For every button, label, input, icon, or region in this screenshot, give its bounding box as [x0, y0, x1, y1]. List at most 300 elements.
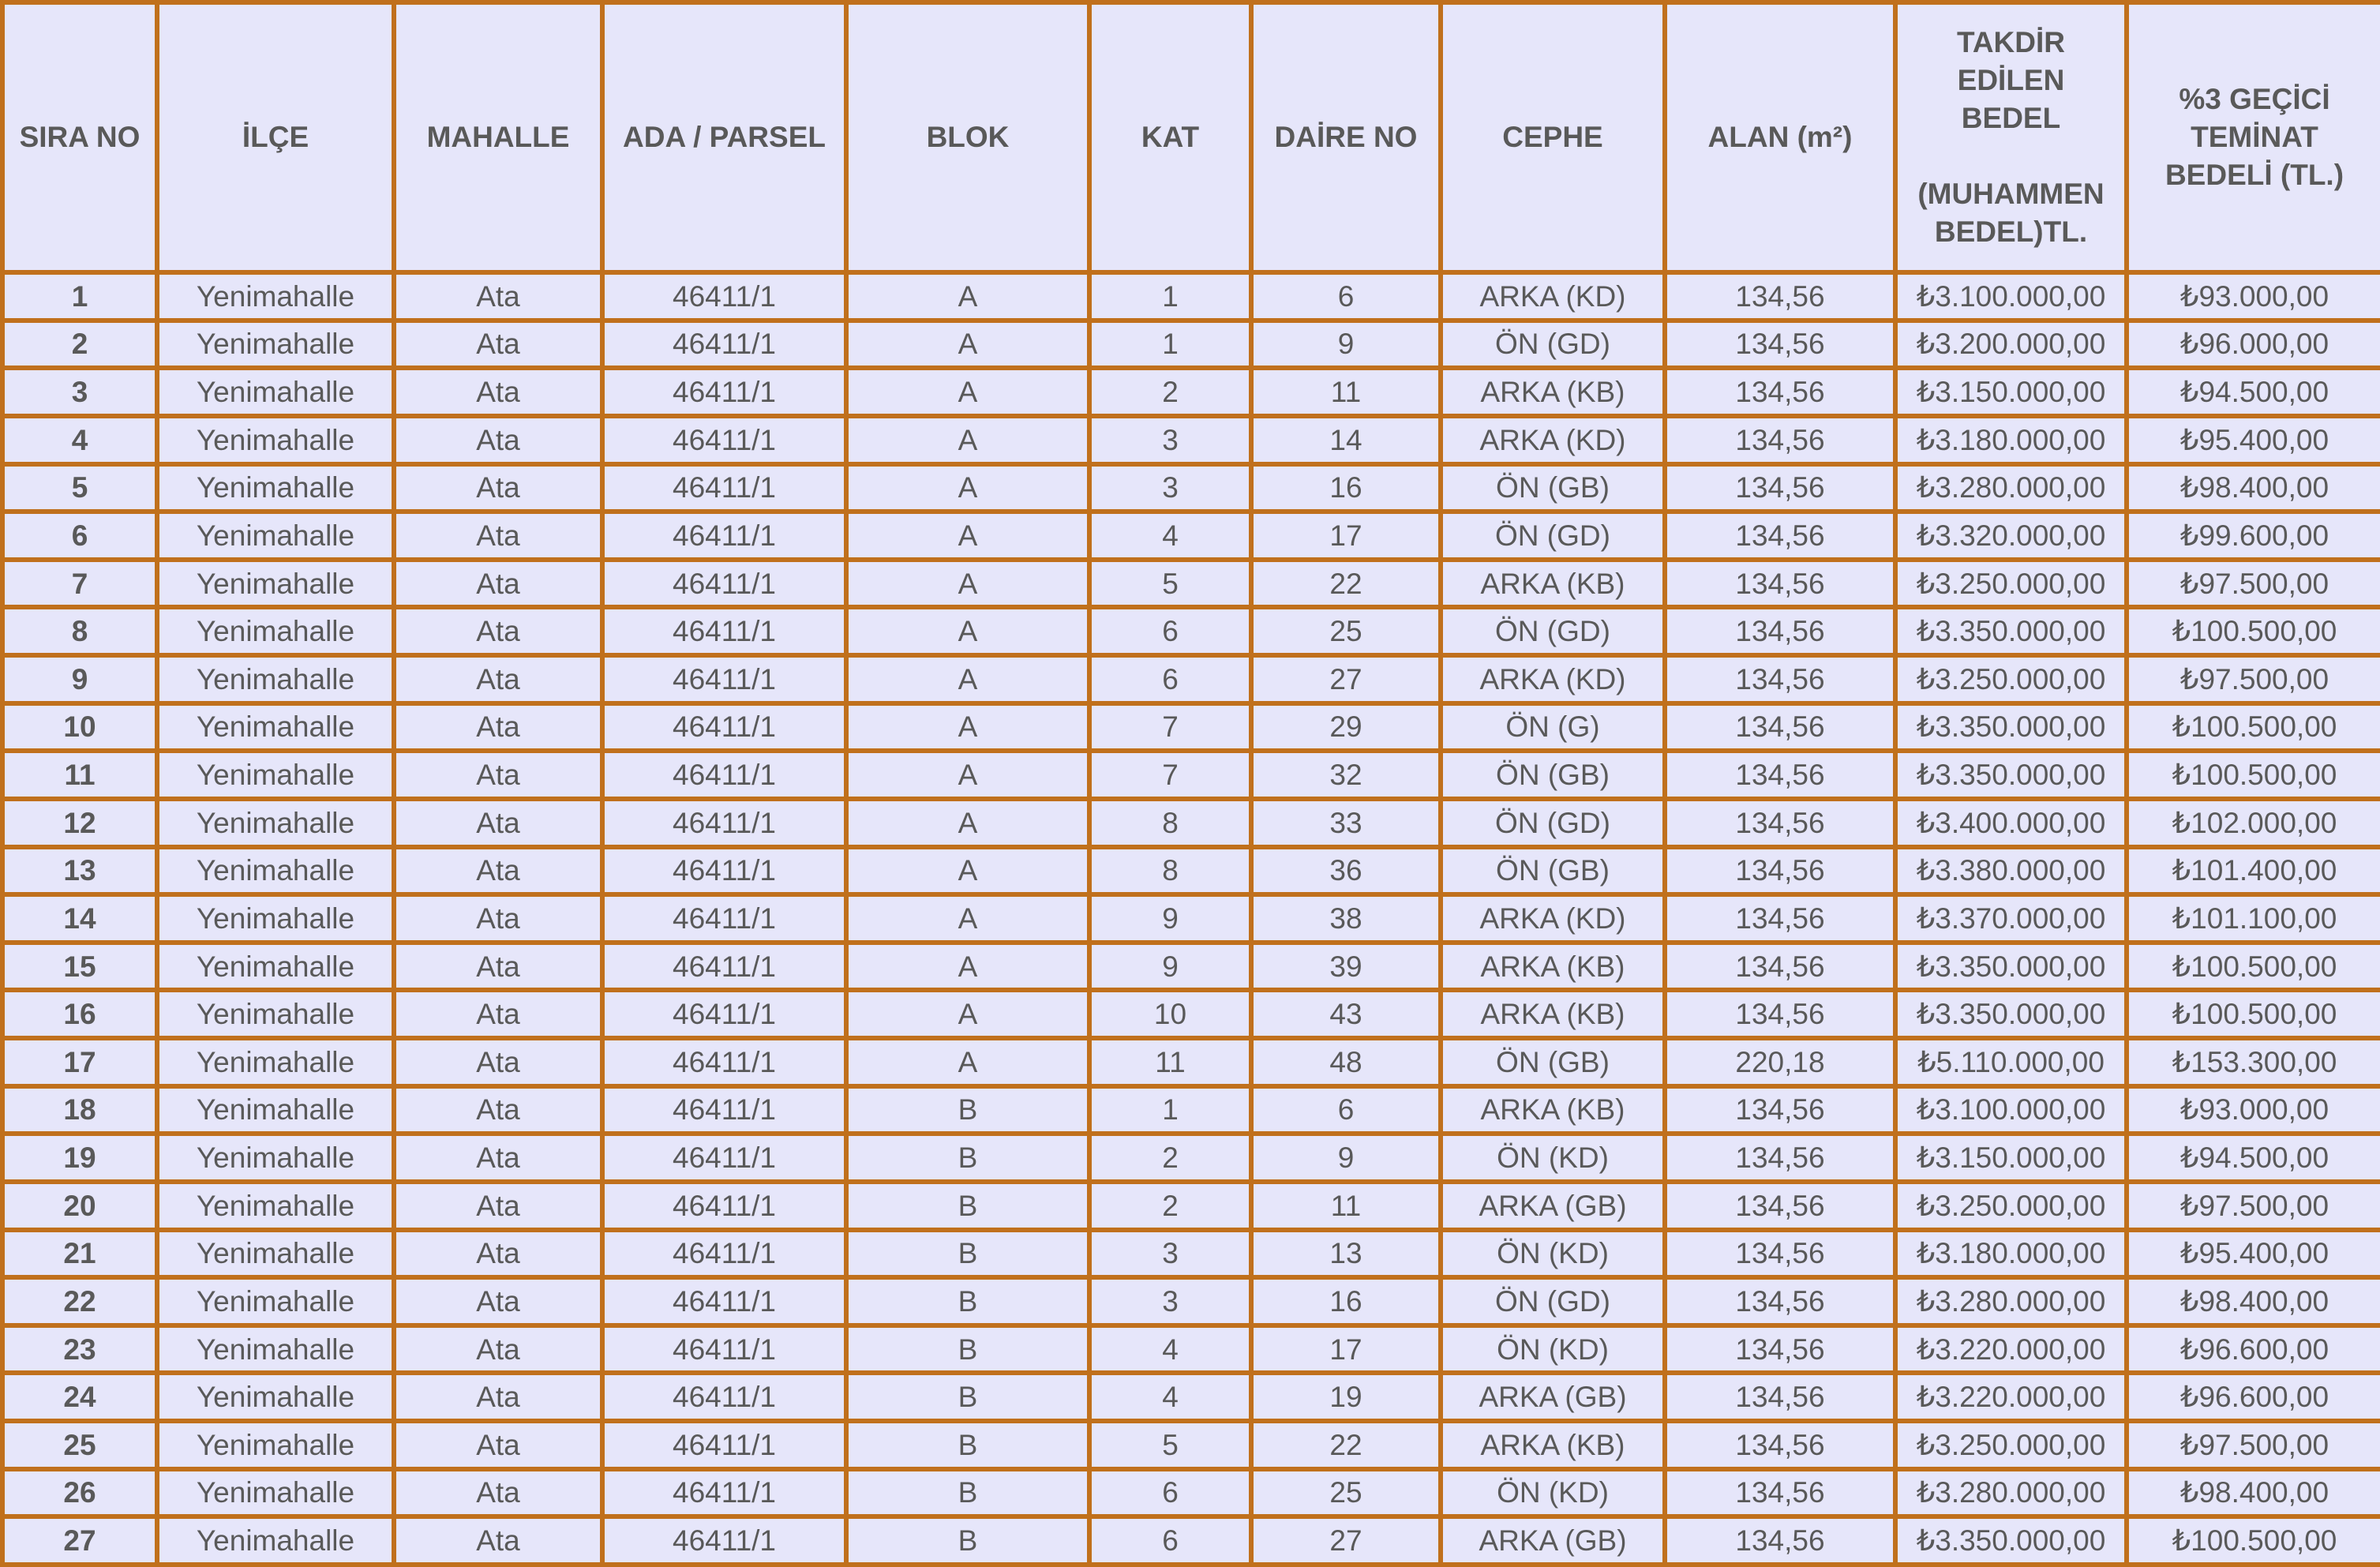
cell-mahalle: Ata — [394, 943, 602, 991]
cell-daire-no: 43 — [1251, 990, 1441, 1038]
cell-mahalle: Ata — [394, 703, 602, 752]
cell-cephe: ÖN (GB) — [1441, 464, 1665, 512]
cell-cephe: ÖN (KD) — [1441, 1325, 1665, 1374]
cell-sira-no: 23 — [2, 1325, 157, 1374]
cell-alan: 134,56 — [1665, 1325, 1895, 1374]
cell-sira-no: 13 — [2, 847, 157, 895]
cell-alan: 220,18 — [1665, 1038, 1895, 1086]
cell-kat: 5 — [1089, 560, 1251, 608]
cell-takdir-bedel: ₺3.350.000,00 — [1895, 607, 2127, 655]
cell-ada-parsel: 46411/1 — [602, 1516, 846, 1565]
cell-cephe: ARKA (KD) — [1441, 416, 1665, 464]
cell-alan: 134,56 — [1665, 1373, 1895, 1421]
cell-blok: A — [846, 799, 1089, 847]
cell-takdir-bedel: ₺3.280.000,00 — [1895, 1469, 2127, 1517]
cell-kat: 2 — [1089, 1134, 1251, 1182]
cell-daire-no: 36 — [1251, 847, 1441, 895]
cell-kat: 2 — [1089, 368, 1251, 416]
table-row — [2, 1325, 2380, 1374]
cell-alan: 134,56 — [1665, 560, 1895, 608]
cell-kat: 3 — [1089, 1230, 1251, 1278]
cell-ilce: Yenimahalle — [157, 464, 394, 512]
header-takdir-spacer — [1898, 137, 2124, 175]
cell-ilce: Yenimahalle — [157, 894, 394, 943]
cell-ilce: Yenimahalle — [157, 607, 394, 655]
header-takdir-line2: EDİLEN — [1957, 63, 2065, 96]
cell-kat: 2 — [1089, 1182, 1251, 1230]
cell-ada-parsel: 46411/1 — [602, 1086, 846, 1134]
table-row — [2, 1038, 2380, 1086]
table-row — [2, 1134, 2380, 1182]
table-row — [2, 416, 2380, 464]
cell-sira-no: 27 — [2, 1516, 157, 1565]
cell-kat: 3 — [1089, 1277, 1251, 1325]
table-row — [2, 560, 2380, 608]
cell-takdir-bedel: ₺3.180.000,00 — [1895, 416, 2127, 464]
cell-sira-no: 11 — [2, 751, 157, 799]
cell-mahalle: Ata — [394, 751, 602, 799]
cell-cephe: ARKA (KB) — [1441, 368, 1665, 416]
cell-blok: A — [846, 943, 1089, 991]
cell-daire-no: 19 — [1251, 1373, 1441, 1421]
cell-cephe: ARKA (KB) — [1441, 943, 1665, 991]
cell-cephe: ÖN (KD) — [1441, 1230, 1665, 1278]
header-sira-no: SIRA NO — [2, 2, 157, 272]
cell-blok: A — [846, 560, 1089, 608]
cell-mahalle: Ata — [394, 655, 602, 703]
cell-takdir-bedel: ₺3.350.000,00 — [1895, 1516, 2127, 1565]
cell-sira-no: 3 — [2, 368, 157, 416]
cell-mahalle: Ata — [394, 1134, 602, 1182]
cell-takdir-bedel: ₺3.350.000,00 — [1895, 751, 2127, 799]
table-row — [2, 607, 2380, 655]
cell-ilce: Yenimahalle — [157, 1277, 394, 1325]
table-row — [2, 847, 2380, 895]
table-row — [2, 943, 2380, 991]
cell-ada-parsel: 46411/1 — [602, 416, 846, 464]
cell-teminat-bedeli: ₺100.500,00 — [2127, 607, 2380, 655]
cell-mahalle: Ata — [394, 799, 602, 847]
cell-ilce: Yenimahalle — [157, 560, 394, 608]
cell-teminat-bedeli: ₺100.500,00 — [2127, 990, 2380, 1038]
cell-kat: 3 — [1089, 464, 1251, 512]
cell-sira-no: 16 — [2, 990, 157, 1038]
cell-ada-parsel: 46411/1 — [602, 799, 846, 847]
cell-teminat-bedeli: ₺95.400,00 — [2127, 416, 2380, 464]
cell-takdir-bedel: ₺3.150.000,00 — [1895, 368, 2127, 416]
header-row — [2, 2, 2380, 272]
cell-kat: 9 — [1089, 943, 1251, 991]
table-row — [2, 1182, 2380, 1230]
cell-takdir-bedel: ₺3.250.000,00 — [1895, 1421, 2127, 1469]
cell-ilce: Yenimahalle — [157, 1230, 394, 1278]
cell-blok: B — [846, 1325, 1089, 1374]
cell-kat: 9 — [1089, 894, 1251, 943]
cell-kat: 3 — [1089, 416, 1251, 464]
table-row — [2, 751, 2380, 799]
cell-takdir-bedel: ₺3.100.000,00 — [1895, 1086, 2127, 1134]
cell-takdir-bedel: ₺3.370.000,00 — [1895, 894, 2127, 943]
cell-daire-no: 38 — [1251, 894, 1441, 943]
cell-alan: 134,56 — [1665, 416, 1895, 464]
header-takdir-line1: TAKDİR — [1956, 25, 2065, 58]
cell-ada-parsel: 46411/1 — [602, 655, 846, 703]
cell-teminat-bedeli: ₺100.500,00 — [2127, 703, 2380, 752]
cell-ada-parsel: 46411/1 — [602, 321, 846, 369]
cell-sira-no: 1 — [2, 272, 157, 321]
cell-daire-no: 6 — [1251, 1086, 1441, 1134]
cell-blok: A — [846, 847, 1089, 895]
cell-mahalle: Ata — [394, 1182, 602, 1230]
cell-daire-no: 14 — [1251, 416, 1441, 464]
cell-kat: 1 — [1089, 1086, 1251, 1134]
header-takdir-line4: (MUHAMMEN — [1917, 178, 2105, 211]
cell-ilce: Yenimahalle — [157, 321, 394, 369]
cell-ilce: Yenimahalle — [157, 1516, 394, 1565]
table-row — [2, 321, 2380, 369]
cell-ada-parsel: 46411/1 — [602, 1182, 846, 1230]
cell-teminat-bedeli: ₺94.500,00 — [2127, 368, 2380, 416]
cell-ilce: Yenimahalle — [157, 1325, 394, 1374]
cell-blok: A — [846, 703, 1089, 752]
cell-alan: 134,56 — [1665, 1469, 1895, 1517]
cell-kat: 1 — [1089, 272, 1251, 321]
table-row — [2, 1086, 2380, 1134]
cell-mahalle: Ata — [394, 1469, 602, 1517]
cell-takdir-bedel: ₺3.380.000,00 — [1895, 847, 2127, 895]
cell-takdir-bedel: ₺3.280.000,00 — [1895, 1277, 2127, 1325]
cell-cephe: ARKA (KD) — [1441, 272, 1665, 321]
cell-ilce: Yenimahalle — [157, 272, 394, 321]
cell-ilce: Yenimahalle — [157, 703, 394, 752]
cell-ada-parsel: 46411/1 — [602, 703, 846, 752]
cell-cephe: ÖN (GB) — [1441, 1038, 1665, 1086]
cell-kat: 1 — [1089, 321, 1251, 369]
cell-takdir-bedel: ₺3.250.000,00 — [1895, 1182, 2127, 1230]
header-teminat-line2: TEMİNAT — [2191, 120, 2318, 153]
cell-cephe: ARKA (KB) — [1441, 990, 1665, 1038]
cell-kat: 6 — [1089, 1516, 1251, 1565]
cell-alan: 134,56 — [1665, 655, 1895, 703]
cell-daire-no: 6 — [1251, 272, 1441, 321]
cell-ilce: Yenimahalle — [157, 847, 394, 895]
cell-sira-no: 24 — [2, 1373, 157, 1421]
cell-ilce: Yenimahalle — [157, 368, 394, 416]
cell-ada-parsel: 46411/1 — [602, 894, 846, 943]
cell-ilce: Yenimahalle — [157, 1373, 394, 1421]
cell-alan: 134,56 — [1665, 751, 1895, 799]
cell-daire-no: 16 — [1251, 1277, 1441, 1325]
cell-alan: 134,56 — [1665, 1516, 1895, 1565]
cell-alan: 134,56 — [1665, 512, 1895, 560]
table-row — [2, 1230, 2380, 1278]
cell-daire-no: 32 — [1251, 751, 1441, 799]
cell-ada-parsel: 46411/1 — [602, 560, 846, 608]
cell-takdir-bedel: ₺3.250.000,00 — [1895, 560, 2127, 608]
cell-daire-no: 13 — [1251, 1230, 1441, 1278]
cell-sira-no: 6 — [2, 512, 157, 560]
cell-cephe: ÖN (GD) — [1441, 512, 1665, 560]
cell-teminat-bedeli: ₺98.400,00 — [2127, 1277, 2380, 1325]
cell-kat: 10 — [1089, 990, 1251, 1038]
cell-ilce: Yenimahalle — [157, 943, 394, 991]
cell-alan: 134,56 — [1665, 1421, 1895, 1469]
cell-ilce: Yenimahalle — [157, 1421, 394, 1469]
cell-takdir-bedel: ₺3.150.000,00 — [1895, 1134, 2127, 1182]
cell-cephe: ARKA (GB) — [1441, 1373, 1665, 1421]
cell-teminat-bedeli: ₺100.500,00 — [2127, 943, 2380, 991]
cell-takdir-bedel: ₺3.350.000,00 — [1895, 990, 2127, 1038]
cell-teminat-bedeli: ₺96.600,00 — [2127, 1325, 2380, 1374]
cell-mahalle: Ata — [394, 1516, 602, 1565]
cell-daire-no: 9 — [1251, 1134, 1441, 1182]
cell-takdir-bedel: ₺3.200.000,00 — [1895, 321, 2127, 369]
cell-daire-no: 22 — [1251, 1421, 1441, 1469]
header-ilce: İLÇE — [157, 2, 394, 272]
cell-ilce: Yenimahalle — [157, 1182, 394, 1230]
cell-mahalle: Ata — [394, 512, 602, 560]
cell-sira-no: 25 — [2, 1421, 157, 1469]
cell-ada-parsel: 46411/1 — [602, 272, 846, 321]
cell-takdir-bedel: ₺3.220.000,00 — [1895, 1325, 2127, 1374]
cell-kat: 6 — [1089, 655, 1251, 703]
cell-ilce: Yenimahalle — [157, 1134, 394, 1182]
header-teminat-line3: BEDELİ (TL.) — [2164, 159, 2344, 192]
cell-ilce: Yenimahalle — [157, 1469, 394, 1517]
cell-mahalle: Ata — [394, 1373, 602, 1421]
cell-teminat-bedeli: ₺101.100,00 — [2127, 894, 2380, 943]
cell-takdir-bedel: ₺3.320.000,00 — [1895, 512, 2127, 560]
cell-teminat-bedeli: ₺153.300,00 — [2127, 1038, 2380, 1086]
cell-sira-no: 7 — [2, 560, 157, 608]
cell-daire-no: 11 — [1251, 1182, 1441, 1230]
cell-ilce: Yenimahalle — [157, 655, 394, 703]
cell-takdir-bedel: ₺3.280.000,00 — [1895, 464, 2127, 512]
cell-blok: A — [846, 416, 1089, 464]
cell-cephe: ÖN (GB) — [1441, 751, 1665, 799]
cell-teminat-bedeli: ₺101.400,00 — [2127, 847, 2380, 895]
cell-sira-no: 20 — [2, 1182, 157, 1230]
cell-kat: 5 — [1089, 1421, 1251, 1469]
cell-ada-parsel: 46411/1 — [602, 943, 846, 991]
cell-sira-no: 2 — [2, 321, 157, 369]
cell-ada-parsel: 46411/1 — [602, 368, 846, 416]
table-row — [2, 464, 2380, 512]
cell-ada-parsel: 46411/1 — [602, 1373, 846, 1421]
cell-alan: 134,56 — [1665, 1277, 1895, 1325]
cell-ada-parsel: 46411/1 — [602, 1134, 846, 1182]
cell-sira-no: 19 — [2, 1134, 157, 1182]
cell-teminat-bedeli: ₺97.500,00 — [2127, 560, 2380, 608]
cell-alan: 134,56 — [1665, 990, 1895, 1038]
cell-daire-no: 39 — [1251, 943, 1441, 991]
cell-teminat-bedeli: ₺97.500,00 — [2127, 1421, 2380, 1469]
cell-blok: B — [846, 1373, 1089, 1421]
cell-teminat-bedeli: ₺100.500,00 — [2127, 751, 2380, 799]
cell-teminat-bedeli: ₺96.000,00 — [2127, 321, 2380, 369]
cell-blok: B — [846, 1230, 1089, 1278]
cell-sira-no: 9 — [2, 655, 157, 703]
cell-cephe: ARKA (GB) — [1441, 1516, 1665, 1565]
cell-alan: 134,56 — [1665, 799, 1895, 847]
cell-ada-parsel: 46411/1 — [602, 847, 846, 895]
cell-blok: A — [846, 990, 1089, 1038]
cell-sira-no: 21 — [2, 1230, 157, 1278]
cell-takdir-bedel: ₺3.350.000,00 — [1895, 943, 2127, 991]
cell-mahalle: Ata — [394, 321, 602, 369]
cell-ilce: Yenimahalle — [157, 1038, 394, 1086]
cell-alan: 134,56 — [1665, 607, 1895, 655]
cell-daire-no: 17 — [1251, 512, 1441, 560]
cell-alan: 134,56 — [1665, 368, 1895, 416]
header-mahalle: MAHALLE — [394, 2, 602, 272]
cell-kat: 7 — [1089, 751, 1251, 799]
cell-alan: 134,56 — [1665, 703, 1895, 752]
header-takdir-edilen-bedel — [1895, 2, 2127, 272]
table-row — [2, 703, 2380, 752]
cell-blok: B — [846, 1182, 1089, 1230]
header-ada-parsel: ADA / PARSEL — [602, 2, 846, 272]
cell-daire-no: 17 — [1251, 1325, 1441, 1374]
cell-mahalle: Ata — [394, 1277, 602, 1325]
cell-sira-no: 8 — [2, 607, 157, 655]
table-row — [2, 1373, 2380, 1421]
table-row — [2, 1277, 2380, 1325]
table-row — [2, 799, 2380, 847]
cell-ada-parsel: 46411/1 — [602, 751, 846, 799]
cell-teminat-bedeli: ₺99.600,00 — [2127, 512, 2380, 560]
cell-cephe: ÖN (GB) — [1441, 847, 1665, 895]
table-row — [2, 990, 2380, 1038]
cell-blok: A — [846, 607, 1089, 655]
cell-cephe: ÖN (GD) — [1441, 799, 1665, 847]
cell-ada-parsel: 46411/1 — [602, 464, 846, 512]
cell-ada-parsel: 46411/1 — [602, 990, 846, 1038]
table-row — [2, 1469, 2380, 1517]
cell-mahalle: Ata — [394, 847, 602, 895]
cell-blok: A — [846, 1038, 1089, 1086]
cell-ilce: Yenimahalle — [157, 799, 394, 847]
cell-sira-no: 22 — [2, 1277, 157, 1325]
cell-mahalle: Ata — [394, 560, 602, 608]
cell-ada-parsel: 46411/1 — [602, 1421, 846, 1469]
cell-takdir-bedel: ₺3.350.000,00 — [1895, 703, 2127, 752]
cell-blok: B — [846, 1421, 1089, 1469]
cell-alan: 134,56 — [1665, 1086, 1895, 1134]
header-kat: KAT — [1089, 2, 1251, 272]
table-row — [2, 512, 2380, 560]
cell-ada-parsel: 46411/1 — [602, 1230, 846, 1278]
cell-sira-no: 5 — [2, 464, 157, 512]
header-blok: BLOK — [846, 2, 1089, 272]
cell-daire-no: 25 — [1251, 607, 1441, 655]
cell-kat: 4 — [1089, 512, 1251, 560]
cell-sira-no: 14 — [2, 894, 157, 943]
cell-kat: 4 — [1089, 1373, 1251, 1421]
cell-cephe: ÖN (GD) — [1441, 1277, 1665, 1325]
cell-daire-no: 27 — [1251, 655, 1441, 703]
cell-takdir-bedel: ₺3.220.000,00 — [1895, 1373, 2127, 1421]
cell-mahalle: Ata — [394, 368, 602, 416]
cell-daire-no: 33 — [1251, 799, 1441, 847]
cell-mahalle: Ata — [394, 990, 602, 1038]
cell-cephe: ARKA (KD) — [1441, 894, 1665, 943]
cell-takdir-bedel: ₺3.180.000,00 — [1895, 1230, 2127, 1278]
cell-ada-parsel: 46411/1 — [602, 1277, 846, 1325]
cell-mahalle: Ata — [394, 1086, 602, 1134]
cell-kat: 7 — [1089, 703, 1251, 752]
table-row — [2, 655, 2380, 703]
cell-blok: B — [846, 1469, 1089, 1517]
cell-blok: B — [846, 1086, 1089, 1134]
cell-sira-no: 15 — [2, 943, 157, 991]
cell-teminat-bedeli: ₺95.400,00 — [2127, 1230, 2380, 1278]
cell-ada-parsel: 46411/1 — [602, 607, 846, 655]
cell-teminat-bedeli: ₺102.000,00 — [2127, 799, 2380, 847]
cell-mahalle: Ata — [394, 416, 602, 464]
cell-mahalle: Ata — [394, 1421, 602, 1469]
cell-alan: 134,56 — [1665, 321, 1895, 369]
cell-mahalle: Ata — [394, 272, 602, 321]
cell-ilce: Yenimahalle — [157, 416, 394, 464]
cell-sira-no: 4 — [2, 416, 157, 464]
cell-mahalle: Ata — [394, 1230, 602, 1278]
cell-cephe: ÖN (KD) — [1441, 1134, 1665, 1182]
cell-teminat-bedeli: ₺98.400,00 — [2127, 1469, 2380, 1517]
cell-daire-no: 9 — [1251, 321, 1441, 369]
cell-cephe: ARKA (KB) — [1441, 560, 1665, 608]
header-takdir-line3: BEDEL — [1961, 101, 2061, 134]
cell-blok: B — [846, 1134, 1089, 1182]
header-takdir-line5: BEDEL)TL. — [1934, 216, 2088, 249]
cell-teminat-bedeli: ₺94.500,00 — [2127, 1134, 2380, 1182]
cell-blok: B — [846, 1516, 1089, 1565]
cell-daire-no: 16 — [1251, 464, 1441, 512]
cell-ilce: Yenimahalle — [157, 512, 394, 560]
cell-teminat-bedeli: ₺93.000,00 — [2127, 1086, 2380, 1134]
cell-mahalle: Ata — [394, 1038, 602, 1086]
cell-kat: 6 — [1089, 607, 1251, 655]
cell-daire-no: 27 — [1251, 1516, 1441, 1565]
cell-sira-no: 17 — [2, 1038, 157, 1086]
cell-alan: 134,56 — [1665, 464, 1895, 512]
cell-kat: 6 — [1089, 1469, 1251, 1517]
cell-blok: A — [846, 272, 1089, 321]
cell-blok: A — [846, 368, 1089, 416]
cell-ada-parsel: 46411/1 — [602, 1325, 846, 1374]
cell-daire-no: 48 — [1251, 1038, 1441, 1086]
cell-ilce: Yenimahalle — [157, 990, 394, 1038]
header-alan: ALAN (m²) — [1665, 2, 1895, 272]
header-teminat-line1: %3 GEÇİCİ — [2179, 82, 2330, 115]
cell-blok: A — [846, 894, 1089, 943]
cell-daire-no: 11 — [1251, 368, 1441, 416]
table-row — [2, 272, 2380, 321]
cell-takdir-bedel: ₺5.110.000,00 — [1895, 1038, 2127, 1086]
cell-cephe: ÖN (GD) — [1441, 607, 1665, 655]
cell-kat: 11 — [1089, 1038, 1251, 1086]
cell-daire-no: 29 — [1251, 703, 1441, 752]
cell-ada-parsel: 46411/1 — [602, 1469, 846, 1517]
cell-blok: A — [846, 512, 1089, 560]
cell-mahalle: Ata — [394, 894, 602, 943]
cell-ada-parsel: 46411/1 — [602, 512, 846, 560]
cell-mahalle: Ata — [394, 1325, 602, 1374]
cell-blok: A — [846, 655, 1089, 703]
cell-kat: 8 — [1089, 799, 1251, 847]
cell-kat: 8 — [1089, 847, 1251, 895]
cell-alan: 134,56 — [1665, 1230, 1895, 1278]
